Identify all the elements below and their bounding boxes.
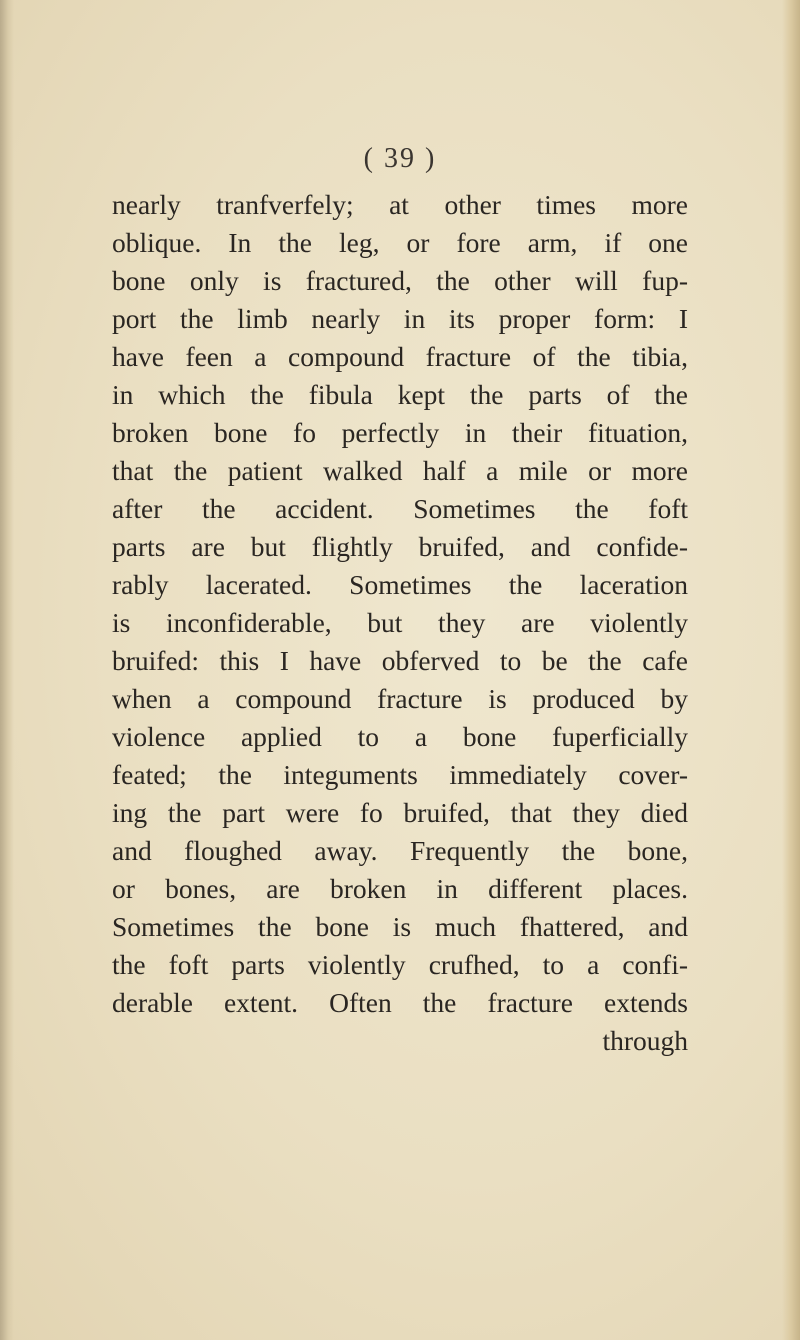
text-line: bruifed: this I have obferved to be the cafe xyxy=(112,645,688,676)
page-number: ( 39 ) xyxy=(363,143,437,174)
text-line: after the accident. Sometimes the foft xyxy=(112,493,688,524)
text-line: port the limb nearly in its proper form: I xyxy=(112,303,688,334)
text-line: ing the part were fo bruifed, that they died xyxy=(112,797,688,828)
text-line: that the patient walked half a mile or more xyxy=(112,455,688,486)
text-line: is inconfiderable, but they are violently xyxy=(112,607,688,638)
text-line: nearly tranfverfely; at other times more xyxy=(112,189,688,220)
body-text xyxy=(112,186,688,1060)
page-edge-shadow xyxy=(782,0,800,1340)
text-line: feated; the integuments immediately cover- xyxy=(112,759,688,790)
text-line: have feen a compound fracture of the tibia, xyxy=(112,341,688,372)
page-binding-shadow xyxy=(0,0,14,1340)
catchword: through xyxy=(602,1025,688,1056)
text-line: Sometimes the bone is much fhattered, and xyxy=(112,911,688,942)
text-line: in which the fibula kept the parts of the xyxy=(112,379,688,410)
text-line: parts are but flightly bruifed, and confide- xyxy=(112,531,688,562)
text-line: and floughed away. Frequently the bone, xyxy=(112,835,688,866)
text-line: the foft parts violently crufhed, to a confi- xyxy=(112,949,688,980)
text-line: oblique. In the leg, or fore arm, if one xyxy=(112,227,688,258)
text-line: or bones, are broken in different places. xyxy=(112,873,688,904)
text-line: when a compound fracture is produced by xyxy=(112,683,688,714)
text-line: violence applied to a bone fuperficially xyxy=(112,721,688,752)
text-line: broken bone fo perfectly in their fituation, xyxy=(112,417,688,448)
text-line: derable extent. Often the fracture extends xyxy=(112,987,688,1018)
text-line: bone only is fractured, the other will fup- xyxy=(112,265,688,296)
text-line: rably lacerated. Sometimes the laceration xyxy=(112,569,688,600)
